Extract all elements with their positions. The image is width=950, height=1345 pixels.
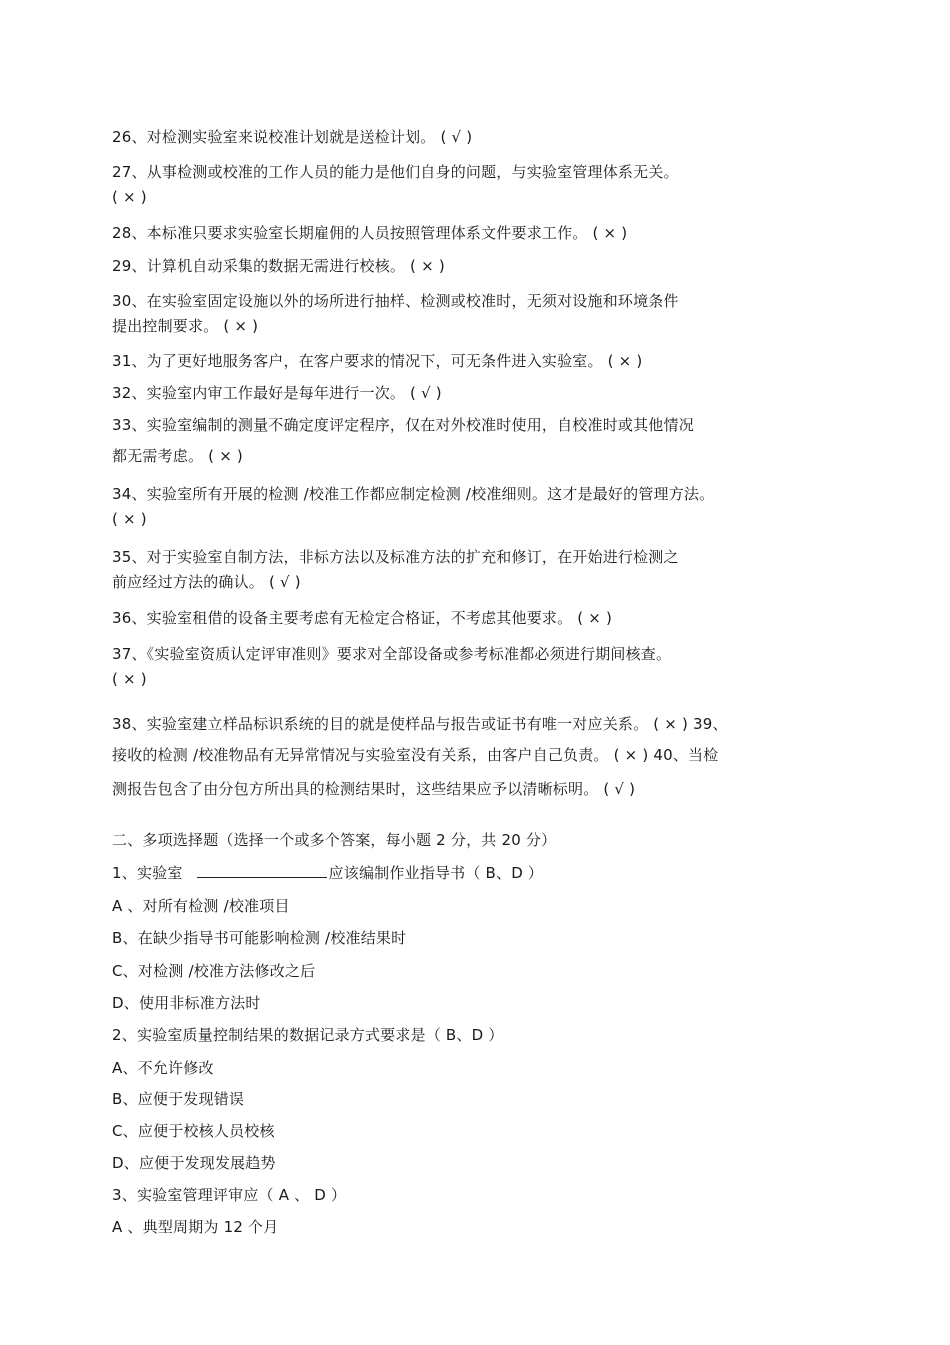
option-q1-a: A 、对所有检测 /校准项目 [112, 897, 290, 915]
judgment-item-30-cont: 提出控制要求。 ( × ) [112, 317, 259, 335]
judgment-answer-37: ( × ) [112, 670, 147, 688]
judgment-item-31: 31、为了更好地服务客户，在客户要求的情况下，可无条件进入实验室。 ( × ) [112, 352, 643, 370]
judgment-item-30: 30、在实验室固定设施以外的场所进行抽样、检测或校准时，无须对设施和环境条件 [112, 292, 679, 310]
judgment-item-35: 35、对于实验室自制方法，非标方法以及标准方法的扩充和修订，在开始进行检测之 [112, 548, 679, 566]
question-1 [112, 863, 543, 883]
judgment-item-38: 38、实验室建立样品标识系统的目的就是使样品与报告或证书有唯一对应关系。 ( × ) 39、 [112, 715, 728, 733]
option-q1-b: B、在缺少指导书可能影响检测 /校准结果时 [112, 929, 407, 947]
judgment-item-28: 28、本标准只要求实验室长期雇佣的人员按照管理体系文件要求工作。 ( × ) [112, 224, 628, 242]
judgment-item-33-cont: 都无需考虑。 ( × ) [112, 447, 243, 465]
option-q2-d: D、应便于发现发展趋势 [112, 1154, 276, 1172]
judgment-answer-27: ( × ) [112, 188, 147, 206]
judgment-item-27: 27、从事检测或校准的工作人员的能力是他们自身的问题，与实验室管理体系无关。 [112, 163, 679, 181]
judgment-item-32: 32、实验室内审工作最好是每年进行一次。 ( √ ) [112, 384, 442, 402]
question-2: 2、实验室质量控制结果的数据记录方式要求是（ B、D ） [112, 1026, 504, 1044]
question-1-prefix: 1、实验室 [112, 864, 183, 882]
option-q1-d: D、使用非标准方法时 [112, 994, 261, 1012]
judgment-item-33: 33、实验室编制的测量不确定度评定程序，仅在对外校准时使用，自校准时或其他情况 [112, 416, 694, 434]
section-heading-multiple-choice: 二、多项选择题（选择一个或多个答案，每小题 2 分，共 20 分） [112, 831, 557, 849]
judgment-item-39: 接收的检测 /校准物品有无异常情况与实验室没有关系，由客户自己负责。 ( × ) 40、当检 [112, 746, 719, 764]
judgment-item-36: 36、实验室租借的设备主要考虑有无检定合格证，不考虑其他要求。 ( × ) [112, 609, 613, 627]
judgment-item-35-cont: 前应经过方法的确认。 ( √ ) [112, 573, 301, 591]
option-q3-a: A 、典型周期为 12 个月 [112, 1218, 279, 1236]
option-q2-b: B、应便于发现错误 [112, 1090, 245, 1108]
judgment-item-34: 34、实验室所有开展的检测 /校准工作都应制定检测 /校准细则。这才是最好的管理方法。 [112, 485, 715, 503]
question-3: 3、实验室管理评审应（ A 、 D ） [112, 1186, 347, 1204]
fill-in-blank [197, 863, 327, 878]
question-1-suffix: 应该编制作业指导书（ B、D ） [328, 864, 544, 882]
judgment-answer-34: ( × ) [112, 510, 147, 528]
option-q1-c: C、对检测 /校准方法修改之后 [112, 962, 316, 980]
judgment-item-40: 测报告包含了由分包方所出具的检测结果时，这些结果应予以清晰标明。 ( √ ) [112, 780, 636, 798]
judgment-item-37: 37、《实验室资质认定评审准则》要求对全部设备或参考标准都必须进行期间核查。 [112, 645, 672, 663]
option-q2-c: C、应便于校核人员校核 [112, 1122, 275, 1140]
judgment-item-26: 26、对检测实验室来说校准计划就是送检计划。 ( √ ) [112, 128, 473, 146]
judgment-item-29: 29、计算机自动采集的数据无需进行校核。 ( × ) [112, 257, 445, 275]
option-q2-a: A、不允许修改 [112, 1059, 214, 1077]
